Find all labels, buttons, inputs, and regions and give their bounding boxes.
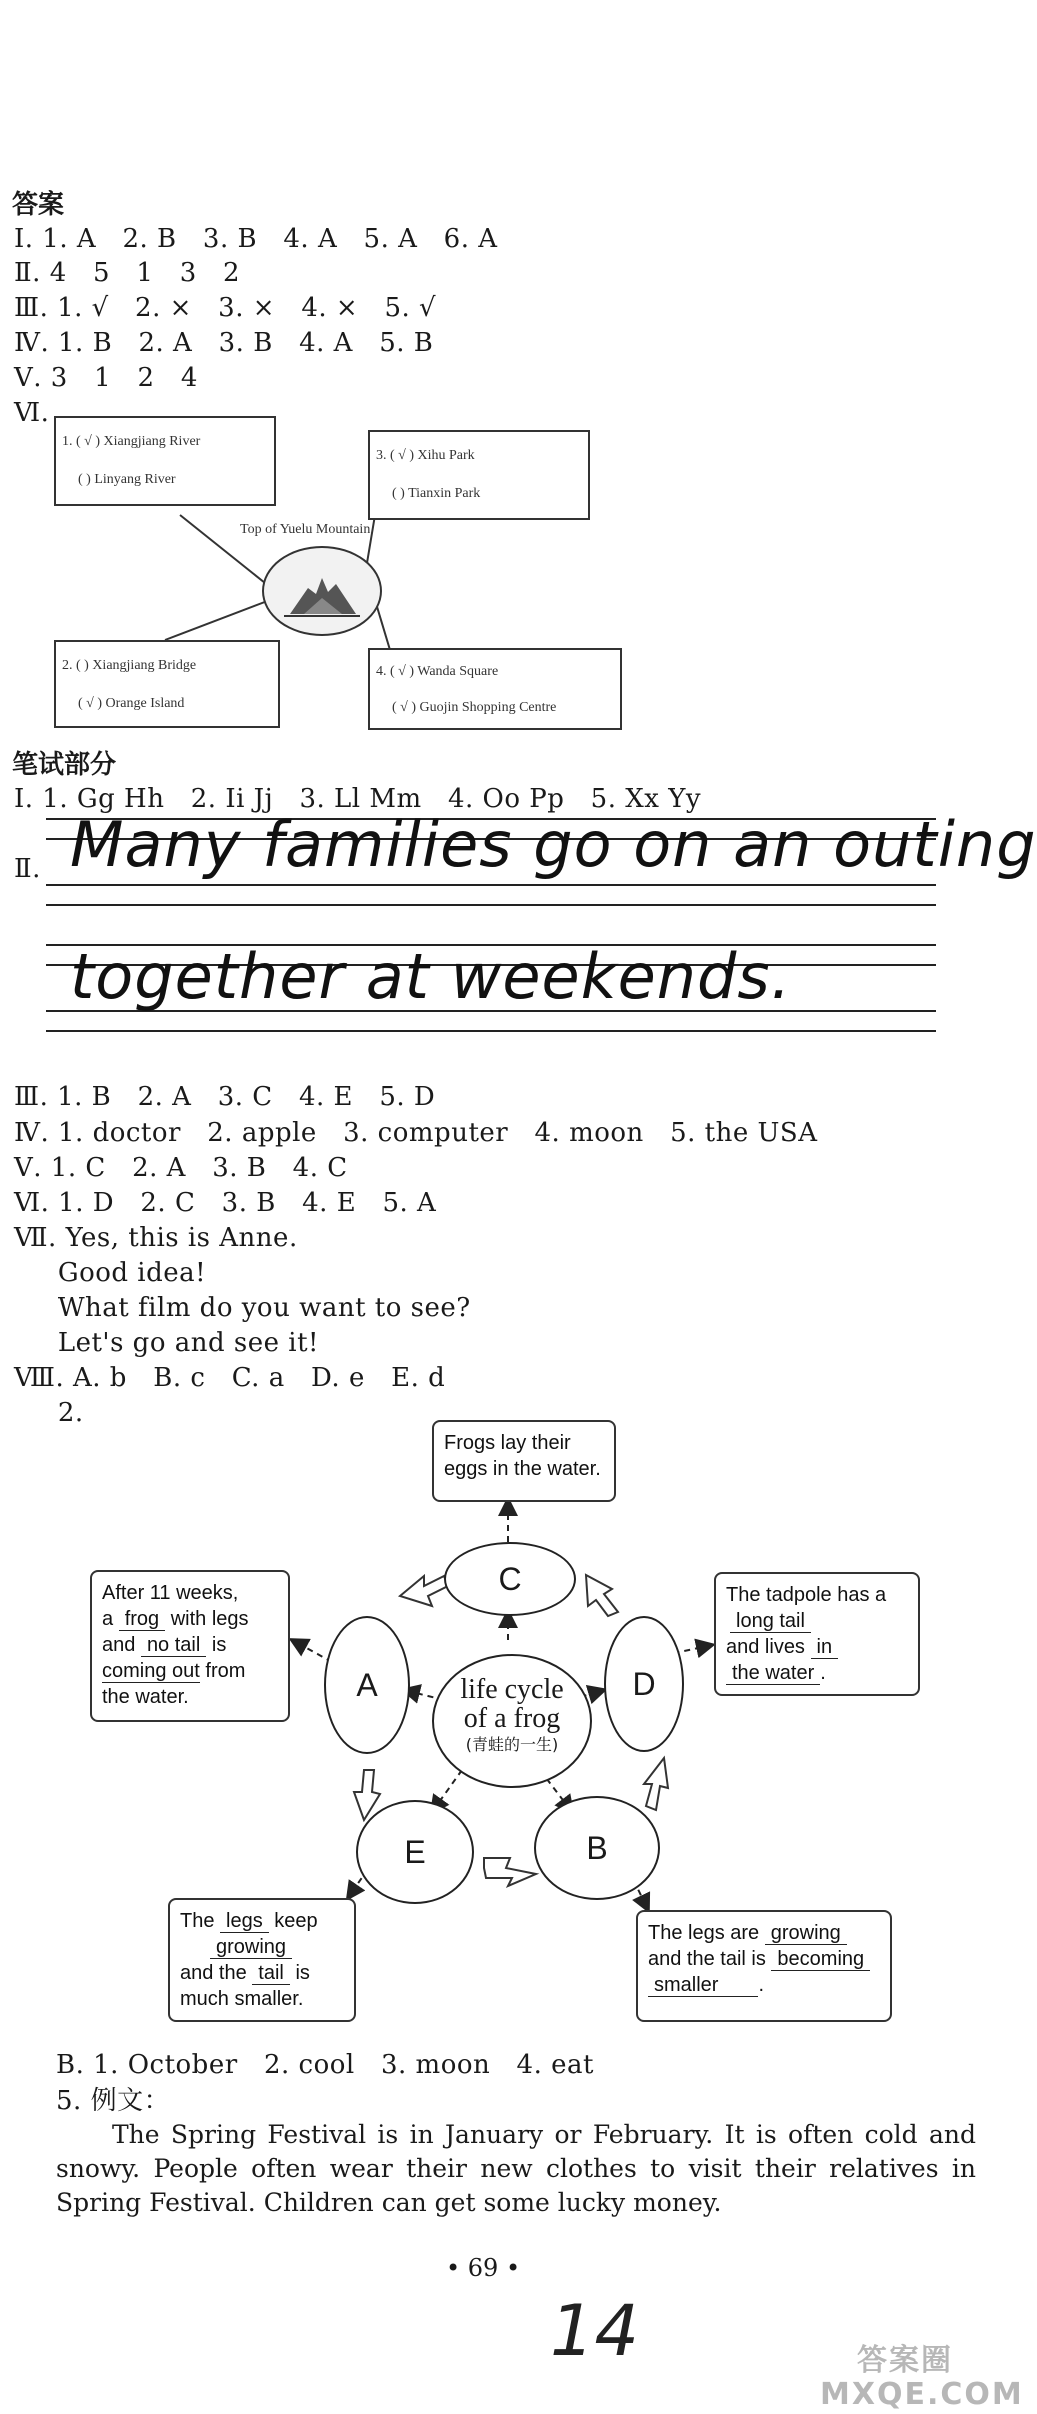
- map-box-2: [54, 640, 280, 728]
- frog-cycle-center: [432, 1654, 592, 1788]
- blank-answer: growing: [765, 1922, 847, 1945]
- center-subtitle: (青蛙的一生): [465, 1735, 559, 1754]
- center-title: of a frog: [463, 1703, 561, 1734]
- watermark-text: 答案圈 MXQE.COM: [820, 2343, 1024, 2412]
- stage-text: keep: [274, 1910, 318, 1932]
- stage-text: and the tail is: [648, 1948, 766, 1970]
- stage-text: much smaller.: [180, 1988, 304, 2010]
- blank-answer: no tail: [141, 1634, 206, 1657]
- stage-oval-d: D: [604, 1616, 684, 1752]
- map-option: ( ) Tianxin Park: [392, 486, 481, 501]
- stage-box-right: [714, 1572, 920, 1696]
- stage-text: Frogs lay their: [444, 1432, 571, 1454]
- map-box-3: [368, 430, 590, 520]
- center-title: life cycle: [460, 1674, 564, 1705]
- answer-line: Ⅰ. 1. A 2. B 3. B 4. A 5. A 6. A: [14, 224, 498, 254]
- stage-oval-c: C: [444, 1542, 576, 1616]
- handwritten-sentence-line1: Many families go on an outing: [70, 808, 1037, 881]
- sample-essay: The Spring Festival is in January or February. It is often cold and snowy. People often wear their new clothes to visit their relatives in Spring Festival. Children can get some lucky money.: [56, 2120, 976, 2217]
- blank-answer: frog: [119, 1608, 165, 1631]
- map-option: 1. ( √ ) Xiangjiang River: [62, 434, 201, 449]
- blank-answer: smaller: [648, 1974, 758, 1997]
- blank-answer: tail: [252, 1962, 290, 1985]
- stage-text: is: [295, 1962, 310, 1984]
- answer-line: Ⅷ. A. b B. c C. a D. e E. d: [14, 1363, 446, 1393]
- map-option: 4. ( √ ) Wanda Square: [376, 664, 499, 679]
- blank-answer: growing: [210, 1936, 292, 1959]
- stage-box-top: [432, 1420, 616, 1502]
- map-box-4: [368, 648, 622, 730]
- answer-line: Let's go and see it!: [14, 1328, 319, 1358]
- answer-line: Ⅳ. 1. B 2. A 3. B 4. A 5. B: [14, 328, 434, 358]
- answer-line: B. 1. October 2. cool 3. moon 4. eat: [56, 2050, 594, 2080]
- map-option: ( √ ) Orange Island: [78, 696, 185, 711]
- blank-answer: legs: [220, 1910, 269, 1933]
- essay-label: 5. 例文：: [56, 2086, 171, 2116]
- stage-text: .: [820, 1662, 826, 1684]
- blank-answer: becoming: [771, 1948, 870, 1971]
- stage-oval-a: A: [324, 1616, 410, 1754]
- blank-answer: in: [811, 1636, 839, 1659]
- handwriting-rule: [46, 904, 936, 906]
- stage-text: .: [758, 1974, 765, 1996]
- stage-box-left: [90, 1570, 290, 1722]
- handwritten-number: 14: [550, 2290, 640, 2372]
- written-part-heading: 笔试部分: [12, 750, 117, 780]
- map-option: 3. ( √ ) Xihu Park: [376, 448, 475, 463]
- handwritten-sentence-line2: together at weekends.: [70, 940, 792, 1013]
- answer-line: Ⅵ. 1. D 2. C 3. B 4. E 5. A: [14, 1188, 437, 1218]
- answer-line: Ⅱ. 4 5 1 3 2: [14, 258, 241, 288]
- stage-text: eggs in the water.: [444, 1458, 601, 1480]
- answer-line: Ⅵ.: [14, 398, 50, 428]
- answer-line: Ⅶ. Yes, this is Anne.: [14, 1223, 298, 1253]
- map-box-1: [54, 416, 276, 506]
- stage-text: The: [180, 1910, 215, 1932]
- stage-text: and the: [180, 1962, 247, 1984]
- stage-text: is: [211, 1634, 227, 1656]
- stage-text: the water.: [102, 1686, 189, 1708]
- answer-line: Ⅱ.: [14, 854, 41, 884]
- stage-text: and lives: [726, 1636, 805, 1658]
- stage-text: from: [205, 1660, 246, 1682]
- stage-box-bottom-left: [168, 1898, 356, 2022]
- blank-answer: coming out: [102, 1660, 200, 1682]
- answer-line: Ⅴ. 3 1 2 4: [14, 363, 198, 393]
- stage-text: The tadpole has a: [726, 1584, 887, 1606]
- mountain-icon: [264, 548, 380, 634]
- watermark-logo: [820, 2343, 1024, 2412]
- answer-line: Ⅳ. 1. doctor 2. apple 3. computer 4. moon 5. the USA: [14, 1118, 818, 1148]
- mountain-illustration: [262, 546, 382, 636]
- map-option: ( ) Linyang River: [78, 472, 176, 487]
- map-center-label: Top of Yuelu Mountain: [240, 522, 371, 537]
- answer-line: Ⅲ. 1. √ 2. × 3. × 4. × 5. √: [14, 293, 437, 323]
- answer-line: Good idea!: [14, 1258, 207, 1288]
- map-option: ( √ ) Guojin Shopping Centre: [392, 700, 557, 715]
- answer-line: What film do you want to see?: [14, 1293, 471, 1323]
- answers-heading: 答案: [12, 190, 65, 220]
- blank-answer: long tail: [730, 1610, 811, 1633]
- stage-text: with legs: [170, 1608, 249, 1630]
- blank-answer: the water: [726, 1662, 820, 1685]
- handwriting-rule: [46, 884, 936, 886]
- stage-box-bottom-right: [636, 1910, 892, 2022]
- handwriting-rule: [46, 1030, 936, 1032]
- map-option: 2. ( ) Xiangjiang Bridge: [62, 658, 197, 673]
- answer-line: Ⅴ. 1. C 2. A 3. B 4. C: [14, 1153, 348, 1183]
- stage-oval-e: E: [356, 1800, 474, 1904]
- stage-oval-b: B: [534, 1796, 660, 1900]
- answer-line: Ⅰ. 1. Gg Hh 2. Ii Jj 3. Ll Mm 4. Oo Pp 5. Xx Yy: [14, 784, 702, 814]
- stage-text: The legs are: [648, 1922, 760, 1944]
- page-number: • 69 •: [446, 2254, 521, 2282]
- stage-text: After 11 weeks,: [102, 1582, 239, 1604]
- stage-text: and: [102, 1634, 136, 1656]
- stage-text: a: [102, 1608, 114, 1630]
- answer-line: Ⅲ. 1. B 2. A 3. C 4. E 5. D: [14, 1082, 436, 1112]
- answer-line: 2.: [14, 1398, 84, 1428]
